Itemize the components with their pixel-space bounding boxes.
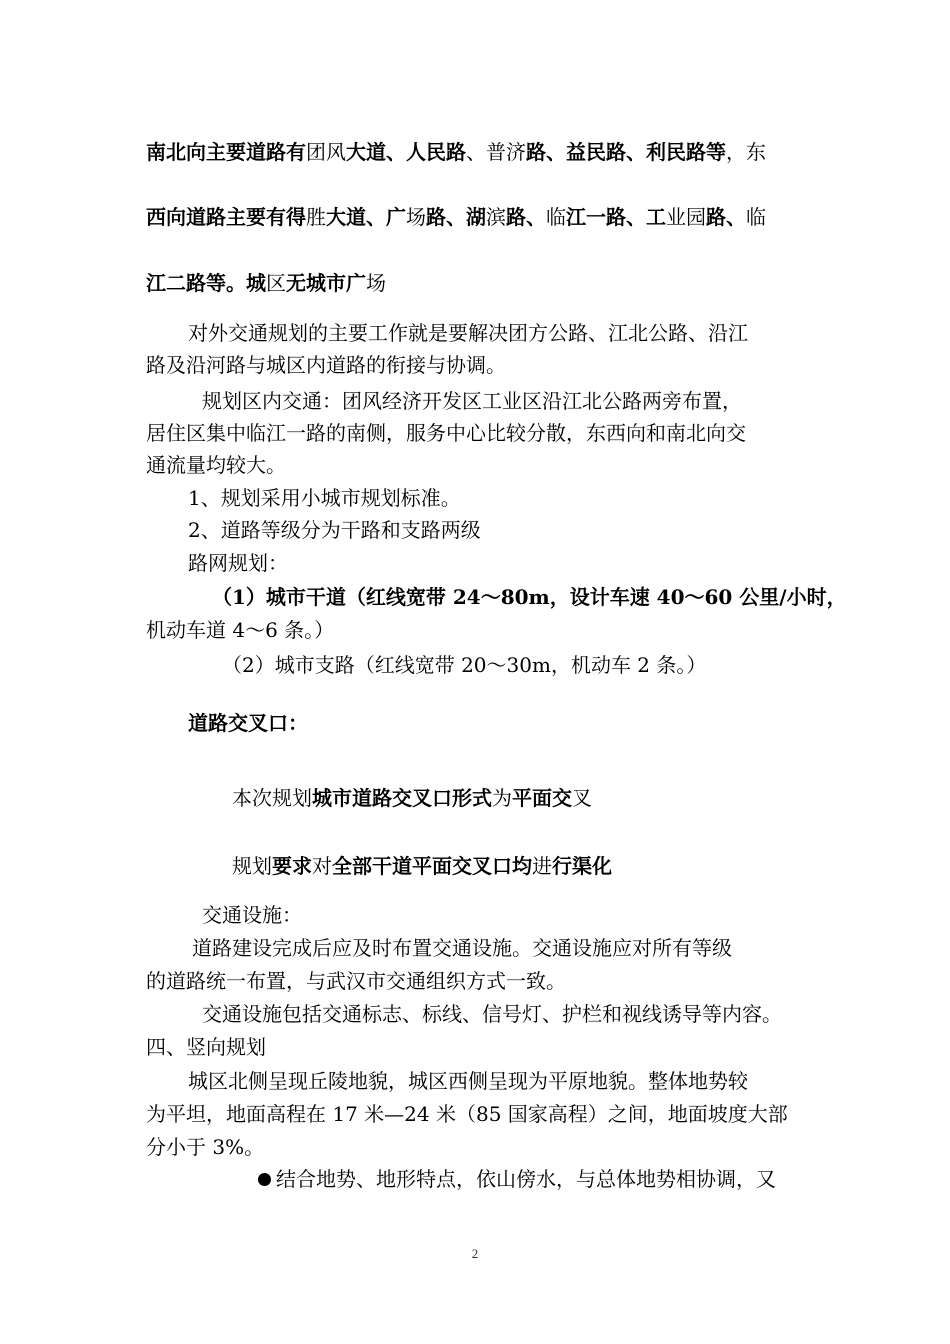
text-run: 南北向主要道路有 — [146, 140, 306, 164]
section-label: 路网规划： — [188, 551, 288, 575]
text-run: 业园 — [666, 205, 706, 229]
paragraph-line: 分小于 3%。 — [146, 1135, 265, 1159]
text-run: 平面交 — [512, 786, 572, 810]
text-run: 行 — [552, 854, 572, 878]
text-run: 渠化 — [572, 854, 612, 878]
text-run: 江一路、工 — [566, 205, 666, 229]
text-run: 叉 — [572, 786, 592, 810]
paragraph-line: 城区北侧呈现丘陵地貌，城区西侧呈现为平原地貌。整体地势较 — [188, 1069, 748, 1093]
text-run: 场 — [406, 205, 426, 229]
text-run: 路、 — [506, 205, 546, 229]
paragraph-line: 规划区内交通：团风经济开发区工业区沿江北公路两旁布置， — [202, 389, 742, 413]
paragraph-line: 通流量均较大。 — [146, 453, 286, 477]
text-run: 江二路等。城 — [146, 271, 266, 295]
text-run: 对 — [312, 854, 332, 878]
paragraph-line: 路及沿河路与城区内道路的衔接与协调。 — [146, 353, 506, 377]
bullet-item — [258, 1164, 776, 1194]
list-item: 1、规划采用小城市规划标准。 — [188, 486, 461, 510]
section-heading: 四、竖向规划 — [146, 1035, 266, 1059]
text-run: 团风 — [306, 140, 346, 164]
section-label: 交通设施： — [202, 903, 302, 927]
text-run: 滨 — [486, 205, 506, 229]
section-label: 道路交叉口： — [188, 711, 308, 735]
text-line-2 — [146, 202, 766, 232]
text-run: 西向道路主要有得 — [146, 205, 306, 229]
paragraph-line: 的道路统一布置，与武汉市交通组织方式一致。 — [146, 969, 566, 993]
list-item: （1）城市干道（红线宽带 24～80m，设计车速 40～60 公里/小时， — [212, 585, 847, 609]
text-line — [232, 851, 612, 881]
text-run: 路、 — [706, 205, 746, 229]
text-run: 本次规划 — [232, 786, 312, 810]
text-run: 路、益民路、利民路等 — [526, 140, 726, 164]
text-run: 、普济 — [466, 140, 526, 164]
paragraph-line: 道路建设完成后应及时布置交通设施。交通设施应对所有等级 — [192, 936, 732, 960]
page-number: 2 — [471, 1246, 479, 1261]
text-run: 城市道路交叉口形式 — [312, 786, 492, 810]
text-run: 无城市广 — [286, 271, 366, 295]
text-run: ，东 — [726, 140, 766, 164]
text-run: 全部干道平面交叉口均 — [332, 854, 532, 878]
text-line — [232, 783, 592, 813]
paragraph-line: 对外交通规划的主要工作就是要解决团方公路、江北公路、沿江 — [188, 321, 748, 345]
paragraph-line: 机动车道 4～6 条。） — [146, 618, 335, 642]
text-run: 进 — [532, 854, 552, 878]
text-run: 要求 — [272, 854, 312, 878]
text-run: 为 — [492, 786, 512, 810]
bullet-text: 结合地势、地形特点，依山傍水，与总体地势相协调，又 — [276, 1167, 776, 1191]
filled-circle-bullet-icon — [258, 1173, 271, 1186]
list-item: （2）城市支路（红线宽带 20～30m，机动车 2 条。） — [222, 653, 707, 677]
paragraph-line: 居住区集中临江一路的南侧，服务中心比较分散，东西向和南北向交 — [146, 421, 746, 445]
text-line-3 — [146, 268, 386, 298]
text-run: 临 — [546, 205, 566, 229]
text-run: 大道、广 — [326, 205, 406, 229]
text-line-1 — [146, 137, 766, 167]
text-run: 区 — [266, 271, 286, 295]
list-item: 2、道路等级分为干路和支路两级 — [188, 518, 481, 542]
text-run: 胜 — [306, 205, 326, 229]
paragraph-line: 为平坦，地面高程在 17 米—24 米（85 国家高程）之间，地面坡度大部 — [146, 1102, 788, 1126]
text-run: 场 — [366, 271, 386, 295]
text-run: 临 — [746, 205, 766, 229]
text-run: 规划 — [232, 854, 272, 878]
paragraph-line: 交通设施包括交通标志、标线、信号灯、护栏和视线诱导等内容。 — [202, 1002, 782, 1026]
text-run: 大道、人民路 — [346, 140, 466, 164]
text-run: 路、湖 — [426, 205, 486, 229]
